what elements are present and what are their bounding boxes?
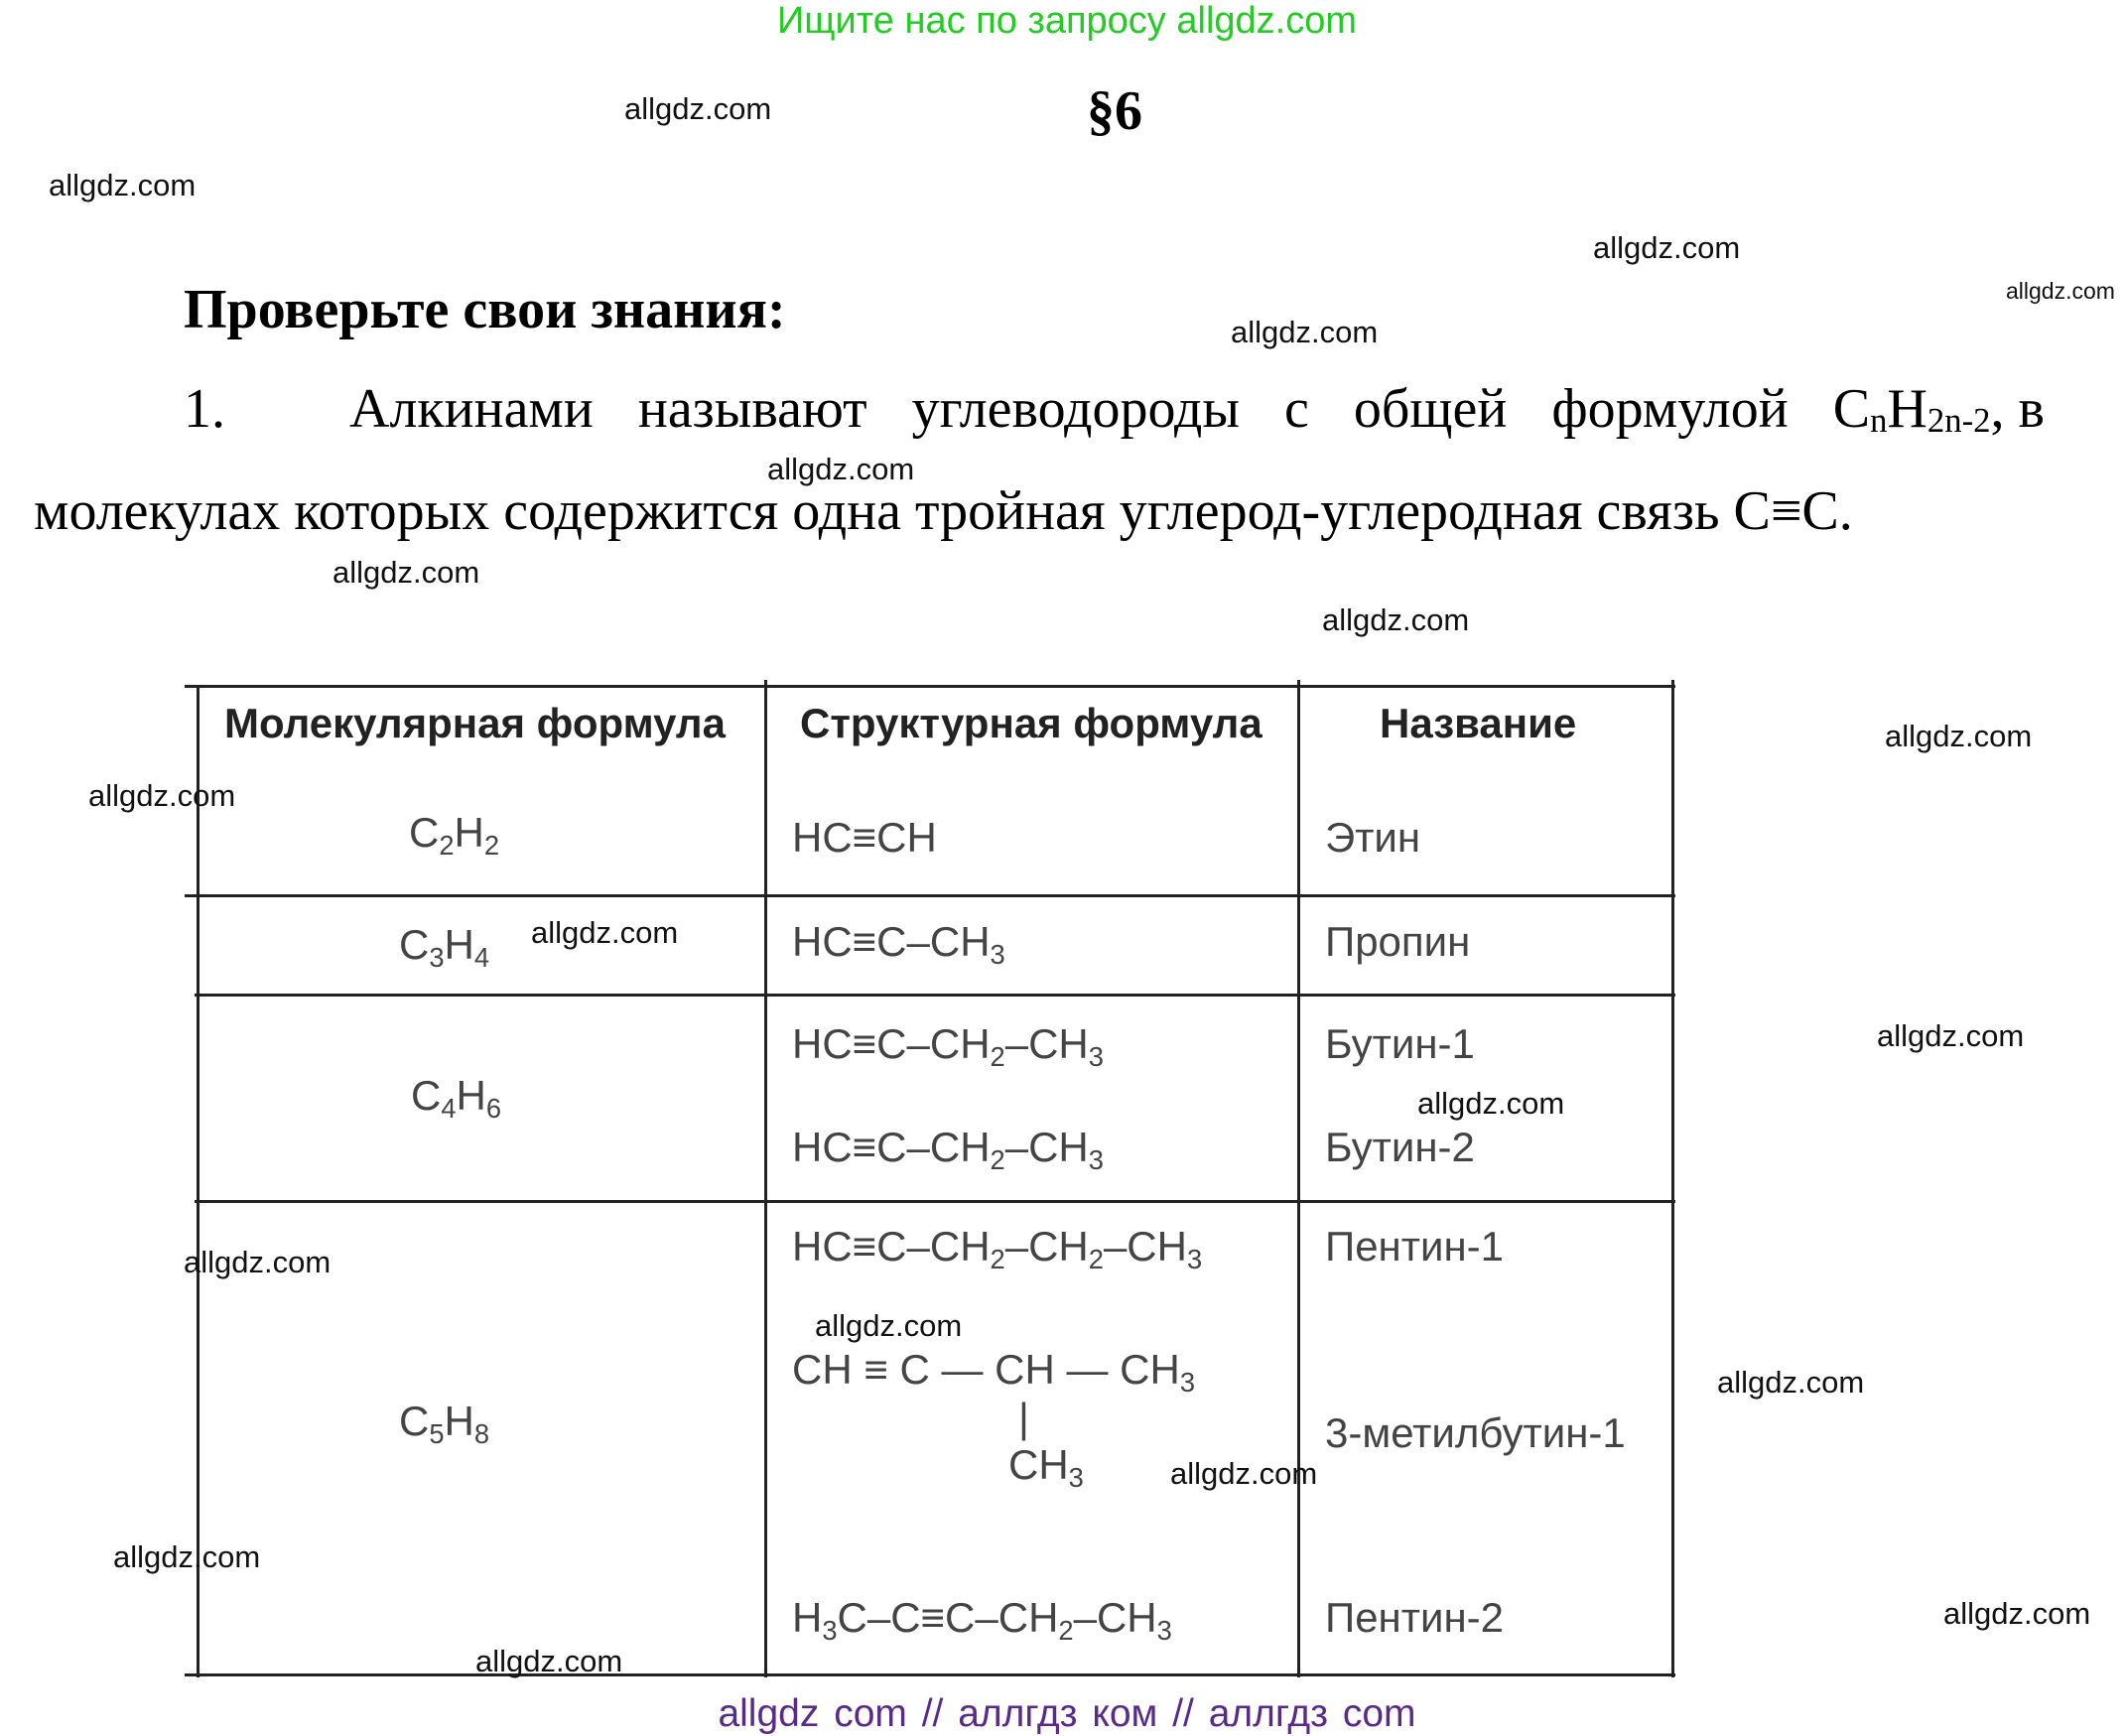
watermark: allgdz.com — [88, 778, 236, 813]
search-banner: Ищите нас по запросу allgdz.com — [776, 0, 1357, 42]
compound-name: Этин — [1325, 814, 1421, 861]
column-divider — [1297, 680, 1300, 1677]
row-divider — [195, 994, 1675, 997]
compound-name: Пентин-1 — [1325, 1223, 1504, 1269]
watermark: allgdz.com — [624, 91, 772, 126]
header-name: Название — [1380, 700, 1577, 746]
watermark: allgdz.com — [1322, 602, 1470, 637]
column-divider — [764, 680, 767, 1677]
header-molecular-formula: Молекулярная формула — [224, 700, 726, 746]
molecular-formula: $C_5H_8$ — [399, 1398, 490, 1450]
compound-name: Пентин-2 — [1325, 1594, 1504, 1641]
watermark: allgdz.com — [113, 1539, 261, 1574]
molecular-formula: $C_2H_2$ — [409, 809, 500, 862]
watermark: allgdz.com — [1170, 1456, 1318, 1491]
column-divider — [1671, 680, 1674, 1677]
word: углеводороды — [911, 378, 1240, 440]
structural-formula: $HC\equiv C-CH_3$ — [792, 918, 1005, 971]
word: общей — [1353, 378, 1508, 440]
structural-formula-branched: CH ≡ C — CH — $CH_3$ — [792, 1346, 1196, 1399]
watermark: allgdz.com — [332, 555, 480, 590]
table-border-bottom — [185, 1673, 1675, 1676]
watermark: allgdz.com — [815, 1308, 963, 1343]
structural-formula: $HC\equiv C-CH_2-CH_3$ — [792, 1020, 1104, 1073]
row-divider — [185, 894, 1675, 897]
compound-name: Бутин-1 — [1325, 1020, 1475, 1067]
structural-formula: $H_3C-C\equiv C-CH_2-CH_3$ — [792, 1594, 1172, 1647]
structural-formula: $HC\equiv C-CH_2-CH_2-CH_3$ — [792, 1223, 1203, 1275]
section-number: §6 — [1087, 80, 1142, 142]
watermark: allgdz.com — [49, 168, 197, 202]
molecular-formula: $C_3H_4$ — [399, 921, 490, 974]
header-structural-formula: Структурная формула — [800, 700, 1262, 746]
word: с — [1284, 378, 1309, 440]
word: Алкинами — [349, 378, 594, 440]
word: формулой — [1551, 378, 1789, 440]
footer-watermark: allgdz com // аллгдз ком // аллгдз com — [718, 1692, 1416, 1735]
watermark: allgdz.com — [1877, 1018, 2025, 1053]
branch-bond: | — [1018, 1395, 1029, 1441]
watermark: allgdz.com — [1231, 315, 1379, 349]
watermark: allgdz.com — [475, 1644, 623, 1678]
watermark: allgdz.com — [1417, 1086, 1565, 1121]
compound-name: Пропин — [1325, 918, 1471, 965]
watermark: allgdz.com — [1885, 719, 2033, 753]
table-border-top — [185, 685, 1675, 688]
paragraph-line-2: молекулах которых содержится одна тройная углерод-углеродная связь C≡C. — [34, 480, 1853, 542]
row-divider — [195, 1200, 1675, 1203]
compound-name: 3-метилбутин-1 — [1325, 1409, 1626, 1456]
molecular-formula: $C_4H_6$ — [411, 1072, 502, 1125]
section-heading: Проверьте свои знания: — [184, 279, 786, 340]
watermark: allgdz.com — [1943, 1596, 2091, 1631]
structural-formula: HC≡CH — [792, 814, 937, 861]
general-formula: $C_nH_{2n-2}$, в — [1832, 378, 2045, 441]
watermark: allgdz.com — [1717, 1365, 1865, 1400]
branch-methyl: $CH_3$ — [1008, 1441, 1084, 1494]
paragraph-line-1 — [184, 377, 2045, 441]
compound-name: Бутин-2 — [1325, 1124, 1475, 1170]
structural-formula: $HC\equiv C-CH_2-CH_3$ — [792, 1124, 1104, 1176]
item-number: 1. — [184, 378, 225, 440]
watermark: allgdz.com — [531, 915, 679, 950]
word: называют — [637, 378, 867, 440]
watermark: allgdz.com — [2006, 278, 2115, 304]
column-divider — [197, 685, 199, 1677]
watermark: allgdz.com — [1593, 230, 1741, 265]
watermark: allgdz.com — [184, 1245, 332, 1279]
watermark: allgdz.com — [767, 452, 915, 486]
